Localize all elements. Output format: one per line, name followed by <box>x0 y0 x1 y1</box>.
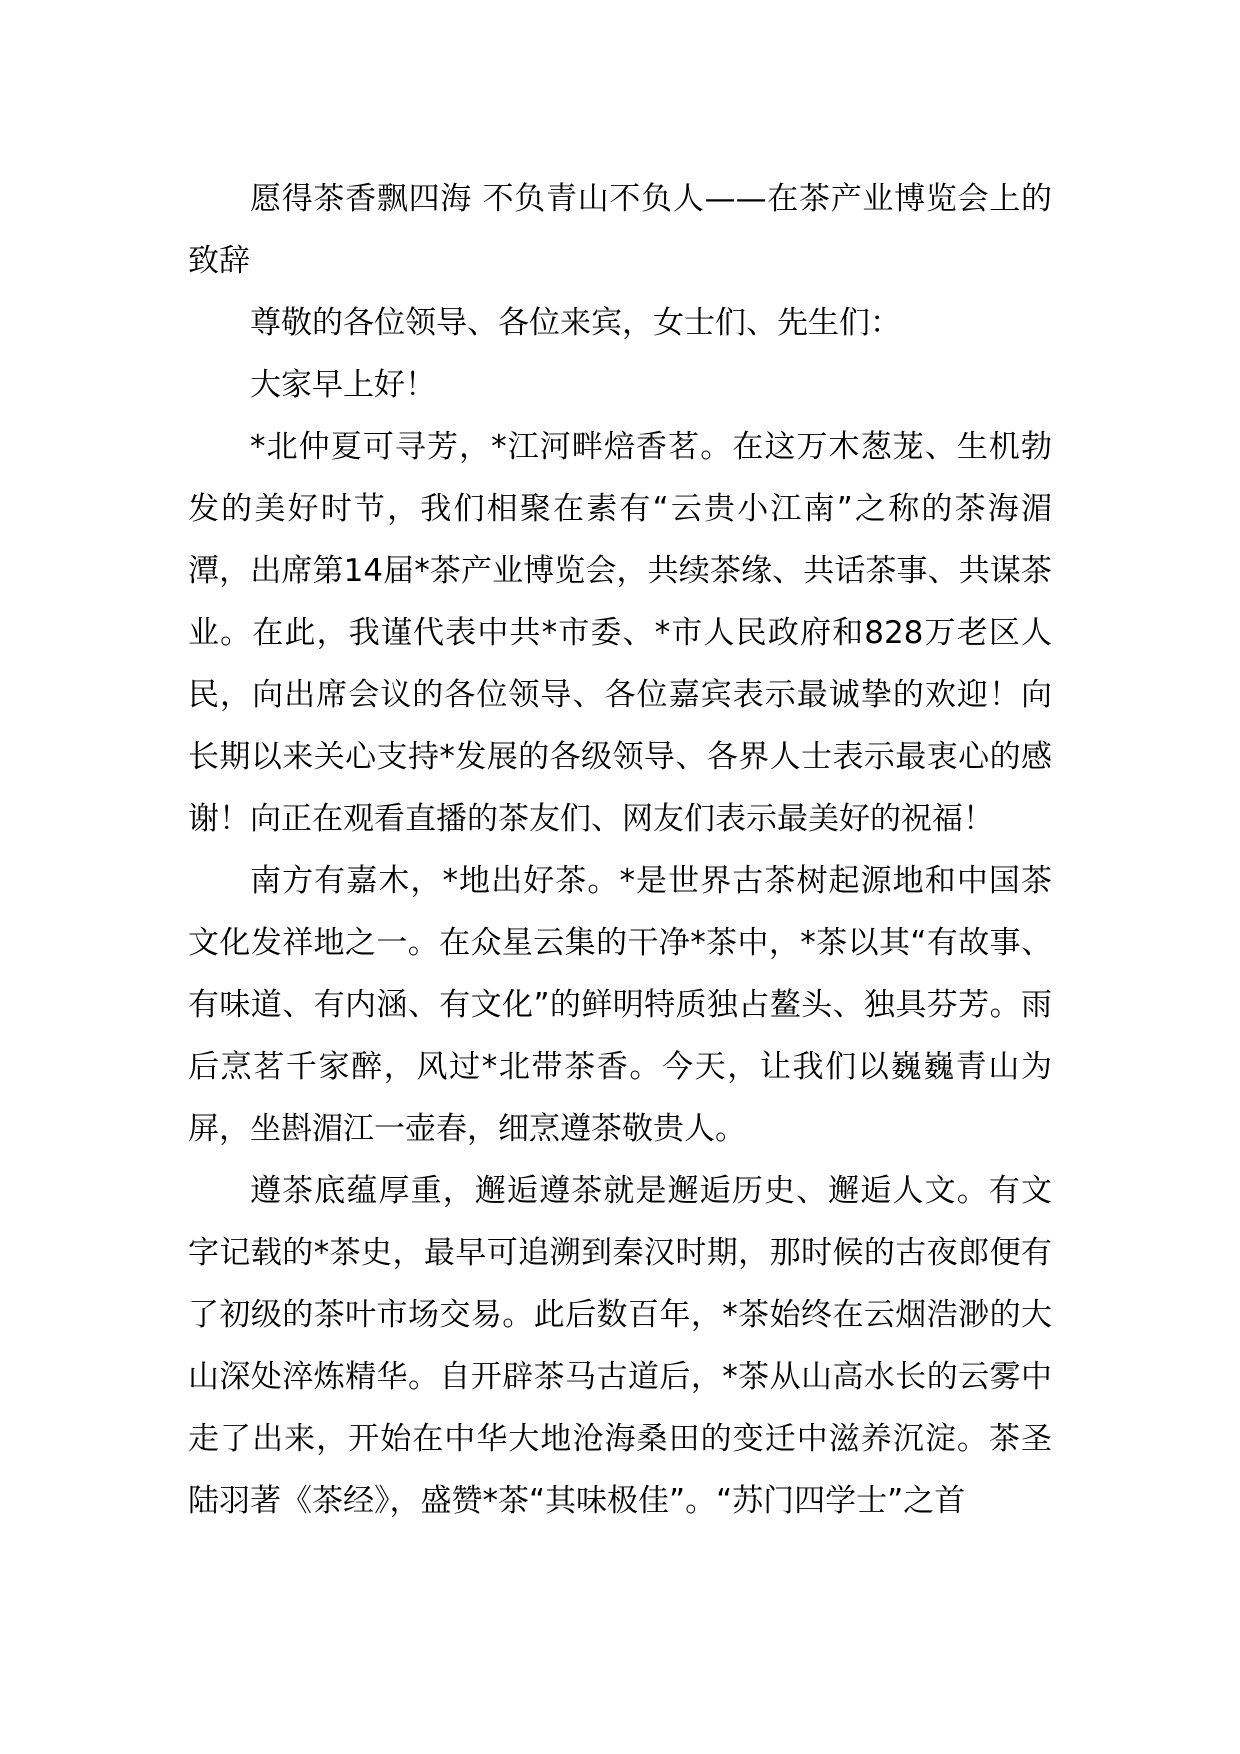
greeting: 大家早上好！ <box>250 367 436 403</box>
document-title: 愿得茶香飘四海 不负青山不负人——在茶产业博览会上的致辞 <box>188 181 1052 279</box>
document-body <box>188 168 1052 1532</box>
salutation: 尊敬的各位领导、各位来宾，女士们、先生们： <box>250 305 901 341</box>
body-paragraph-1: *北仲夏可寻芳，*江河畔焙香茗。在这万木葱茏、生机勃发的美好时节，我们相聚在素有“云贵小江南”之称的茶海湄潭，出席第14届*茶产业博览会，共续茶缘、共话茶事、共谋茶业。在此，我谨代表中共*市委、*市人民政府和828万老区人民，向出席会议的各位领导、各位嘉宾表示最诚挚的欢迎！向长期以来关心支持*发展的各级领导、各界人士表示最衷心的感谢！向正在观看直播的茶友们、网友们表示最美好的祝福！ <box>188 429 1052 837</box>
body-paragraph-3: 遵茶底蕴厚重，邂逅遵茶就是邂逅历史、邂逅人文。有文字记载的*茶史，最早可追溯到秦汉时期，那时候的古夜郎便有了初级的茶叶市场交易。此后数百年，*茶始终在云烟浩渺的大山深处淬炼精华。自开辟茶马古道后，*茶从山高水长的云雾中走了出来，开始在中华大地沧海桑田的变迁中滋养沉淀。茶圣陆羽著《茶经》，盛赞*茶“其味极佳”。“苏门四学士”之首 <box>188 1173 1052 1519</box>
body-paragraph-2: 南方有嘉木，*地出好茶。*是世界古茶树起源地和中国茶文化发祥地之一。在众星云集的干净*茶中，*茶以其“有故事、有味道、有内涵、有文化”的鲜明特质独占鳌头、独具芬芳。雨后烹茗千家醉，风过*北带茶香。今天，让我们以巍巍青山为屏，坐斟湄江一壶春，细烹遵茶敬贵人。 <box>188 863 1052 1147</box>
